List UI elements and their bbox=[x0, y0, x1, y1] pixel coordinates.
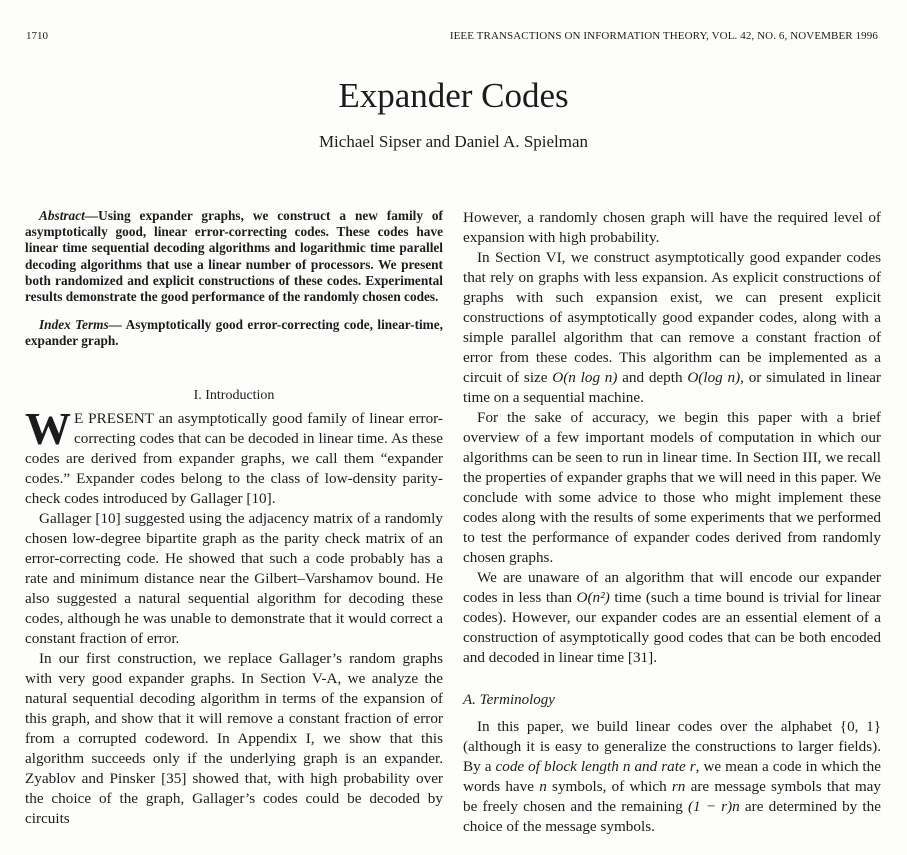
index-terms-text: Asymptotically good error-correcting code, linear-time, expander graph. bbox=[25, 317, 443, 349]
abstract-label: Abstract— bbox=[39, 208, 99, 223]
text-span: , we mean a code in which the words have bbox=[463, 758, 881, 795]
right-paragraph-2 bbox=[463, 248, 881, 408]
paper-title: Expander Codes bbox=[338, 76, 569, 115]
math-expression: O(log n) bbox=[687, 369, 741, 386]
text-span: time (such a time bound is trivial for linear codes). However, our expander codes are an essential element of a construction of asymptotically good codes that can be both encoded and decoded in linear time [31]. bbox=[463, 589, 881, 666]
index-terms-label: Index Terms— bbox=[39, 317, 122, 333]
math-expression: {0, 1} bbox=[839, 718, 881, 735]
text-span: In this paper, we build linear codes over the alphabet bbox=[477, 718, 840, 735]
text-span: are message symbols that may be freely chosen and the remaining bbox=[463, 778, 882, 815]
text-span: In Section VI, we construct asymptotically good expander codes that rely on graphs with less expansion. As explicit constructions of graphs with such expansion exist, we can present explicit constructions of asymptotically good expander codes, along with a simple parallel algorithm that can remove a constant fraction of error from these codes. This algorithm can be implemented as a circuit of size bbox=[463, 249, 881, 386]
intro-paragraph-3: In our first construction, we replace Gallager’s random graphs with very good expander graphs. In Section V-A, we analyze the natural sequential decoding algorithm in terms of the expansion of this graph, and show that it will remove a constant fraction of error from a corrupted codeword. In Appendix I, we show that this algorithm succeeds only if the underlying graph is an expander. Zyablov and Pinsker [35] showed that, with high probability over the choice of the graph, Gallager’s codes could be decoded by circuits bbox=[25, 649, 443, 827]
math-expression: n bbox=[539, 778, 547, 795]
right-column bbox=[463, 208, 881, 837]
abstract bbox=[25, 208, 443, 305]
running-header: IEEE TRANSACTIONS ON INFORMATION THEORY, VOL. 42, NO. 6, NOVEMBER 1996 bbox=[449, 30, 878, 42]
intro-paragraph-1-text: E PRESENT an asymptotically good family of linear error-correcting codes that can be decoded in linear time. As these codes are derived from expander graphs, we call them “expander codes.” Expander codes belong to the class of low-density parity-check codes introduced by Gallager [10]. bbox=[25, 409, 443, 507]
math-expression: O(n²) bbox=[576, 589, 610, 606]
right-paragraph-3: For the sake of accuracy, we begin this paper with a brief overview of a few important models of computation in which our algorithms can be seen to run in linear time. In Section III, we recall the properties of expander graphs that we will need in this paper. We conclude with some advice to those who might implement these codes along with the results of some experiments that we performed to test the performance of expander codes derived from randomly chosen graphs. bbox=[463, 409, 881, 566]
defined-term: code of block length n and rate r bbox=[495, 758, 696, 775]
intro-paragraph-1 bbox=[25, 402, 443, 509]
subsection-heading: A. Terminology bbox=[463, 692, 555, 708]
drop-cap: W bbox=[25, 402, 71, 454]
terminology-paragraph bbox=[463, 717, 881, 837]
page-number: 1710 bbox=[26, 30, 48, 42]
section-heading: I. Introduction bbox=[193, 387, 275, 403]
text-span: (although it is easy to generalize the constructions to larger fields). By a bbox=[463, 738, 881, 775]
intro-paragraph-2: Gallager [10] suggested using the adjacency matrix of a randomly chosen low-degree bipartite graph as the parity check matrix of an error-correcting code. He showed that such a code probably has a rate and minimum distance near the Gilbert–Varshamov bound. He also suggested a natural sequential algorithm for decoding these codes, although he was unable to demonstrate that it would correct a constant fraction of error. bbox=[25, 509, 443, 647]
right-paragraph-4 bbox=[463, 568, 881, 668]
text-span: and depth bbox=[617, 369, 688, 386]
text-span: symbols, of which bbox=[546, 778, 672, 795]
left-column bbox=[25, 208, 443, 829]
author-line: Michael Sipser and Daniel A. Spielman bbox=[318, 132, 589, 151]
math-expression: (1 − r)n bbox=[687, 798, 740, 815]
math-expression: rn bbox=[671, 778, 686, 795]
math-expression: O(n log n) bbox=[552, 369, 618, 386]
index-terms bbox=[25, 317, 443, 349]
right-paragraph-1: However, a randomly chosen graph will have the required level of expansion with high probability. bbox=[463, 209, 881, 246]
text-span: We are unaware of an algorithm that will encode our expander codes in less than bbox=[463, 569, 881, 606]
abstract-text: Using expander graphs, we construct a new family of asymptotically good, linear error-correcting codes. These codes have linear time sequential decoding algorithms and logarithmic time parallel decoding algorithms that use a linear number of processors. We present both randomized and explicit constructions of these codes. Experimental results demonstrate the good performance of the randomly chosen codes. bbox=[25, 208, 443, 305]
text-span: are determined by the choice of the message symbols. bbox=[463, 798, 881, 835]
text-span: , or simulated in linear time on a sequential machine. bbox=[463, 369, 881, 406]
